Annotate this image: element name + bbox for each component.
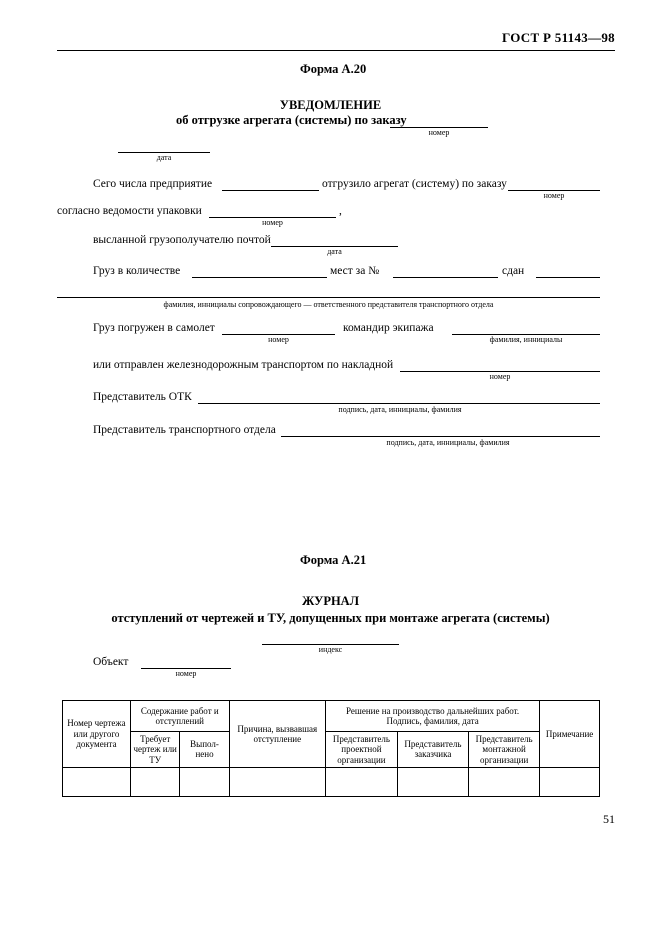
th-rep-assembly: Представитель монтажной организации [469,731,540,767]
caption-date-3: дата [327,247,342,256]
line7-text: Представитель ОТК [93,391,192,403]
caption-sign-7: подпись, дата, иннициалы, фамилия [338,405,462,414]
line8-blank-1 [281,436,600,437]
form-a21-label: Форма А.21 [300,553,367,567]
table-header-row-1 [63,701,600,732]
th-required: Требует чертеж или ТУ [130,731,180,767]
line4-text: Груз в количестве [93,265,181,277]
caption-number-1: номер [543,191,565,200]
line7-blank-1 [198,403,600,404]
form-a21-subtitle: отступлений от чертежей и ТУ, допущенных при монтаже агрегата (системы) [111,611,550,625]
line1-text2: отгрузило агрегат (систему) по заказу [322,178,507,190]
line3-text: высланной грузополучателю почтой [93,234,271,246]
standard-number: ГОСТ Р 51143—98 [501,30,615,45]
caption-date-top: дата [156,153,172,162]
line8-text: Представитель транспортного отдела [93,424,276,436]
line2-text: согласно ведомости упаковки [57,205,202,217]
th-decision-group: Решение на производство дальнейших работ. Подпись, фамилия, дата [325,701,539,732]
header-rule [57,50,615,51]
line5-text: Груз погружен в самолет [93,322,215,334]
th-note: Примечание [540,701,600,768]
line4-blank-2 [393,277,498,278]
caption-number-2: номер [262,218,283,227]
cell-reason [229,768,325,797]
line4-blank-3 [536,277,600,278]
cell-rep-design [325,768,397,797]
cell-drawing-number [63,768,131,797]
form-a20-label: Форма А.20 [300,62,367,76]
cell-rep-assembly [469,768,540,797]
caption-responsible: фамилия, иннициалы сопровождающего — ответственного представителя транспортного отдела [163,300,494,309]
caption-number-6: номер [489,372,511,381]
deviations-table [62,700,600,797]
form-a20-title: УВЕДОМЛЕНИЕ [279,98,382,112]
line5-text2: командир экипажа [343,322,434,334]
th-work-content-group: Содержание работ и отступлений [130,701,229,732]
line4-text3: сдан [502,265,525,277]
form-a21-title: ЖУРНАЛ [301,594,360,608]
th-rep-customer: Представитель заказчика [397,731,468,767]
caption-number-top: номер [428,128,450,137]
form-a20-subtitle: об отгрузке агрегата (системы) по заказу [176,113,407,127]
caption-fio-5: фамилия, иннициалы [489,335,563,344]
object-label: Объект [93,656,129,668]
th-done: Выпол- нено [180,731,229,767]
table-row [63,768,600,797]
cell-note [540,768,600,797]
cell-done [180,768,229,797]
caption-index: индекс [318,645,343,654]
caption-number-object: номер [175,669,197,678]
caption-sign-8: подпись, дата, иннициалы, фамилия [386,438,510,447]
th-drawing-number: Номер чертежа или другого документа [63,701,131,768]
line6-text: или отправлен железнодорожным транспортом по накладной [93,359,394,371]
line4-blank-1 [192,277,327,278]
caption-number-5: номер [268,335,289,344]
table-header-row-2 [63,731,600,767]
line1-blank-1 [222,190,319,191]
line1-text: Сего числа предприятие [93,178,213,190]
line2-tail: , [339,205,342,217]
th-reason: Причина, вызвавшая отступление [229,701,325,768]
cell-required [130,768,180,797]
line4-text2: мест за № [330,265,380,277]
th-rep-design: Представитель проектной организации [325,731,397,767]
cell-rep-customer [397,768,468,797]
long-blank-line [57,297,600,298]
page-number: 51 [603,812,615,826]
